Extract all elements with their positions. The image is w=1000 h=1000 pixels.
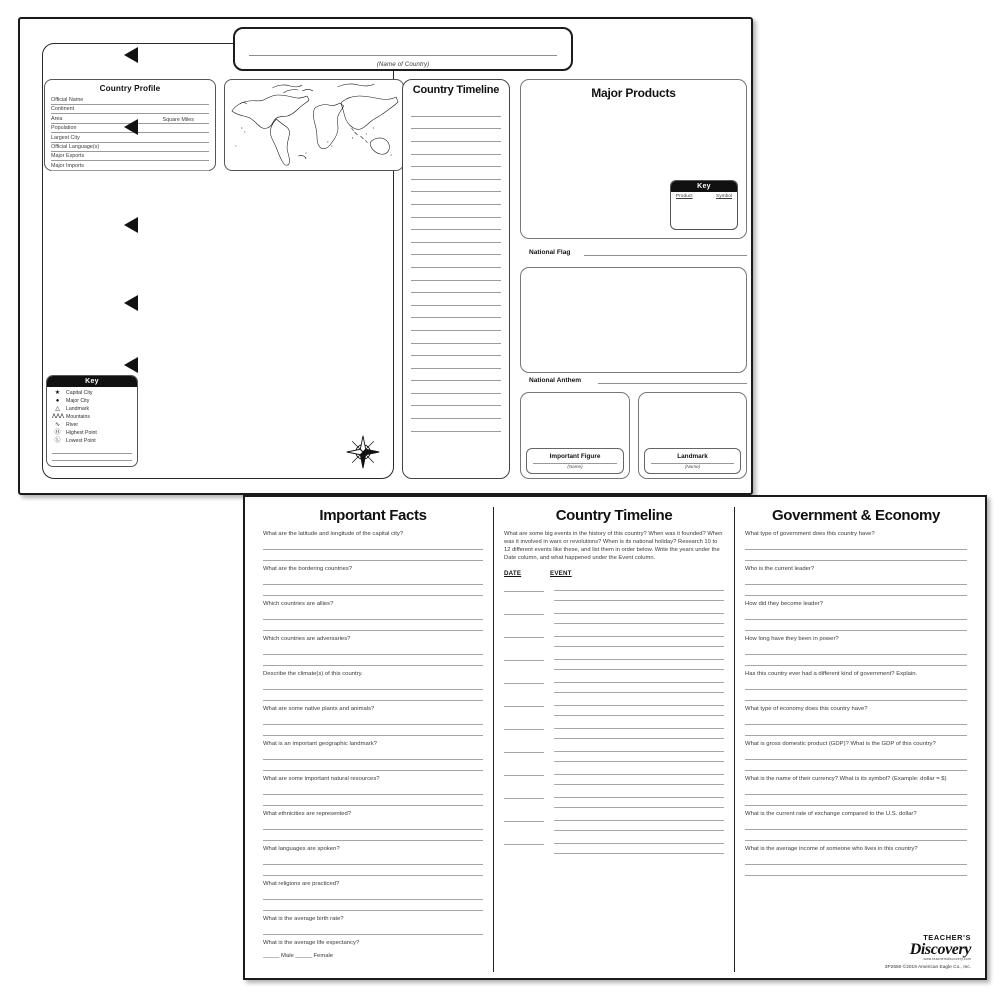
- timeline-entry-row: [504, 811, 724, 831]
- timeline-event-line[interactable]: [554, 765, 724, 775]
- question-block: [263, 881, 483, 911]
- compass-rose-icon: [345, 434, 381, 470]
- questions-sheet: [243, 495, 987, 980]
- answer-line[interactable]: [263, 680, 483, 690]
- question-block: [263, 916, 483, 935]
- country-profile-heading: Country Profile: [99, 84, 161, 93]
- question-block: [745, 811, 967, 841]
- question-text: What are the latitude and longitude of the capital city?: [263, 531, 404, 537]
- question-text: What are the bordering countries?: [263, 565, 353, 572]
- question-text: Which countries are allies?: [263, 600, 334, 607]
- copyright-notice: 3P2650 ©2019 American Eagle Co., Inc.: [884, 965, 971, 970]
- products-key-product-header: Product: [676, 193, 693, 199]
- answer-line[interactable]: [745, 610, 967, 620]
- timeline-entry-row: [504, 604, 724, 624]
- answer-line[interactable]: [745, 855, 967, 865]
- question-text: What type of economy does this country have?: [745, 705, 868, 712]
- question-block: [263, 741, 483, 771]
- profile-field-label: Area: [51, 115, 63, 122]
- answer-line[interactable]: [263, 551, 483, 561]
- question-text: Which countries are adversaries?: [263, 635, 351, 642]
- timeline-event-line[interactable]: [554, 775, 724, 785]
- logo-teachers-text: TEACHER'S: [923, 932, 971, 942]
- question-text: What languages are spoken?: [263, 845, 340, 852]
- answer-line[interactable]: [745, 680, 967, 690]
- answer-line[interactable]: [263, 656, 483, 666]
- products-legend-key: [670, 180, 738, 230]
- map-legend-item-label: Mountains: [66, 414, 90, 421]
- timeline-write-line[interactable]: [411, 356, 501, 369]
- timeline-write-line[interactable]: [411, 192, 501, 205]
- question-text: What is the average birth rate?: [263, 915, 344, 922]
- national-flag-label: National Flag: [529, 249, 571, 256]
- answer-line[interactable]: [263, 645, 483, 655]
- question-text: What is gross domestic product (GDP)? What is the GDP of this country?: [745, 740, 936, 747]
- question-block: [745, 566, 967, 596]
- map-legend-blank-lines[interactable]: [52, 447, 132, 461]
- question-block: [745, 601, 967, 631]
- map-legend-item: [52, 389, 132, 397]
- timeline-date-line[interactable]: [504, 788, 544, 799]
- timeline-event-line[interactable]: [554, 581, 724, 591]
- timeline-date-cell[interactable]: [504, 650, 544, 661]
- timeline-entry-row: [504, 765, 724, 785]
- map-legend-item-label: Capital City: [66, 390, 93, 397]
- timeline-date-line[interactable]: [504, 765, 544, 776]
- map-legend-item: [52, 437, 132, 445]
- answer-line[interactable]: [745, 656, 967, 666]
- timeline-date-cell[interactable]: [504, 627, 544, 638]
- answer-line[interactable]: [745, 785, 967, 795]
- answer-line[interactable]: [263, 761, 483, 771]
- timeline-event-line[interactable]: [554, 752, 724, 762]
- logo-website-url: www.teachersdiscovery.com: [923, 957, 971, 961]
- map-legend-symbol-icon: ●: [55, 398, 60, 405]
- answer-line[interactable]: [263, 831, 483, 841]
- map-legend-item-label: River: [66, 422, 79, 429]
- timeline-write-line[interactable]: [411, 167, 501, 180]
- map-legend-item: [52, 429, 132, 437]
- answer-line[interactable]: [263, 540, 483, 550]
- important-figure-title: Important Figure: [549, 452, 601, 460]
- timeline-event-line[interactable]: [554, 660, 724, 670]
- country-timeline-instructions: What are some big events in the history of this country? When was it founded? When was it involved in wars or revolutions? When is its national holiday? Research 10 to 12 different events like these, and list them in order below. Write the years under the Date column, and what happened under the Event column.: [504, 531, 723, 561]
- timeline-date-cell[interactable]: [504, 581, 544, 592]
- question-text: What is the average income of someone who lives in this country?: [745, 845, 918, 852]
- timeline-date-line[interactable]: [504, 719, 544, 730]
- timeline-event-line[interactable]: [554, 706, 724, 716]
- profile-field-label: Major Imports: [51, 162, 84, 169]
- question-text: What ethnicities are represented?: [263, 810, 352, 817]
- timeline-write-line[interactable]: [411, 155, 501, 168]
- timeline-write-line[interactable]: [411, 230, 501, 243]
- map-legend-symbol-icon: Ⓛ: [54, 438, 61, 445]
- timeline-event-cell[interactable]: [554, 834, 724, 854]
- timeline-write-line[interactable]: [411, 293, 501, 306]
- answer-line[interactable]: [263, 925, 483, 935]
- timeline-date-line[interactable]: [504, 742, 544, 753]
- profile-field-unit: Square Miles: [162, 116, 194, 123]
- answer-line[interactable]: [745, 551, 967, 561]
- timeline-write-line[interactable]: [411, 381, 501, 394]
- country-name-caption: (Name of Country): [376, 61, 430, 68]
- timeline-write-line[interactable]: [411, 142, 501, 155]
- question-block: [745, 706, 967, 736]
- profile-field-label: Official Name: [51, 97, 84, 103]
- timeline-event-cell[interactable]: [554, 604, 724, 624]
- answer-line[interactable]: [263, 610, 483, 620]
- national-anthem-label: National Anthem: [529, 377, 582, 384]
- timeline-event-column-header: EVENT: [550, 569, 572, 577]
- timeline-event-line[interactable]: [554, 604, 724, 614]
- timeline-date-line[interactable]: [504, 650, 544, 661]
- timeline-entry-row: [504, 627, 724, 647]
- country-timeline-column: [493, 507, 735, 972]
- map-legend-symbol-icon: ΛΛΛ: [52, 414, 65, 421]
- products-key-symbol-header: Symbol: [716, 193, 732, 199]
- answer-line[interactable]: [263, 820, 483, 830]
- answer-line[interactable]: [263, 785, 483, 795]
- timeline-event-line[interactable]: [554, 729, 724, 739]
- timeline-write-line[interactable]: [411, 419, 501, 432]
- important-figure-caption-box: [526, 448, 624, 474]
- question-block: [263, 636, 483, 666]
- question-text: How did they become leader?: [745, 600, 823, 607]
- timeline-date-line[interactable]: [504, 834, 544, 845]
- important-facts-column: [253, 507, 493, 972]
- map-legend-symbol-icon: △: [55, 406, 60, 413]
- world-map-thumbnail: [224, 79, 404, 171]
- timeline-event-line[interactable]: [554, 742, 724, 752]
- timeline-date-line[interactable]: [504, 811, 544, 822]
- timeline-event-line[interactable]: [554, 696, 724, 706]
- male-female-line[interactable]: _____ Male _____ Female: [263, 952, 334, 959]
- question-text: What religions are practiced?: [263, 880, 340, 887]
- answer-line[interactable]: [263, 586, 483, 596]
- country-name-write-line[interactable]: [249, 55, 557, 56]
- logo-discovery-text: Discovery: [909, 940, 971, 958]
- timeline-date-cell[interactable]: [504, 834, 544, 845]
- question-block: [263, 601, 483, 631]
- timeline-write-line[interactable]: [411, 318, 501, 331]
- timeline-event-cell[interactable]: [554, 811, 724, 831]
- landmark-caption-box: [644, 448, 741, 474]
- timeline-arrow-marker-icon: [124, 357, 138, 373]
- national-flag-rule: [584, 255, 747, 256]
- timeline-heading: Country Timeline: [412, 84, 500, 96]
- timeline-write-line[interactable]: [411, 306, 501, 319]
- timeline-entry-row: [504, 788, 724, 808]
- map-legend-item-label: Major City: [66, 398, 90, 405]
- timeline-write-line[interactable]: [411, 268, 501, 281]
- map-legend-symbol-icon: ∿: [54, 422, 61, 429]
- question-block: [745, 671, 967, 701]
- answer-line[interactable]: [263, 901, 483, 911]
- question-text: What is the current rate of exchange compared to the U.S. dollar?: [745, 810, 917, 817]
- answer-line[interactable]: [745, 831, 967, 841]
- timeline-event-cell[interactable]: [554, 650, 724, 670]
- question-block: [263, 671, 483, 701]
- answer-line[interactable]: [263, 621, 483, 631]
- products-legend-heading: Key: [671, 181, 737, 192]
- question-text: What is the average life expectancy?: [263, 939, 360, 946]
- map-legend-symbol-icon: ★: [54, 390, 61, 397]
- country-name-title-box[interactable]: [233, 27, 573, 71]
- important-facts-heading: Important Facts: [319, 507, 427, 524]
- answer-line[interactable]: [263, 866, 483, 876]
- timeline-write-line[interactable]: [411, 129, 501, 142]
- timeline-write-line[interactable]: [411, 243, 501, 256]
- profile-field-label: Continent: [51, 106, 75, 113]
- timeline-date-column-header: DATE: [504, 569, 522, 577]
- timeline-event-line[interactable]: [554, 683, 724, 693]
- answer-line[interactable]: [745, 621, 967, 631]
- landmark-box[interactable]: [638, 392, 747, 479]
- timeline-arrow-marker-icon: [124, 295, 138, 311]
- poster-sheet: [18, 17, 753, 495]
- timeline-write-line[interactable]: [411, 344, 501, 357]
- timeline-write-line[interactable]: [411, 117, 501, 130]
- map-legend-item-label: Highest Point: [66, 430, 97, 437]
- timeline-entry-row: [504, 581, 724, 601]
- question-block: [745, 636, 967, 666]
- timeline-entry-row: [504, 673, 724, 693]
- timeline-event-line[interactable]: [554, 788, 724, 798]
- timeline-event-line[interactable]: [554, 821, 724, 831]
- timeline-date-line[interactable]: [504, 673, 544, 684]
- question-text: Who is the current leader?: [745, 565, 815, 572]
- question-block: [263, 846, 483, 876]
- national-flag-drawing-box[interactable]: [520, 267, 747, 373]
- question-text: How long have they been in power?: [745, 635, 839, 642]
- timeline-arrow-marker-icon: [124, 119, 138, 135]
- question-text: Describe the climate(s) of this country.: [263, 670, 363, 677]
- timeline-event-line[interactable]: [554, 614, 724, 624]
- major-products-heading: Major Products: [591, 86, 676, 100]
- timeline-write-line[interactable]: [411, 331, 501, 344]
- government-economy-questions: [745, 531, 967, 876]
- answer-line[interactable]: [745, 586, 967, 596]
- timeline-entry-row: [504, 742, 724, 762]
- answer-line[interactable]: [263, 715, 483, 725]
- timeline-event-cell[interactable]: [554, 742, 724, 762]
- timeline-date-cell[interactable]: [504, 788, 544, 799]
- government-economy-column: [735, 507, 977, 972]
- map-legend-blank-line[interactable]: [52, 447, 132, 454]
- answer-line[interactable]: [263, 575, 483, 585]
- landmark-name-caption: (Name): [684, 464, 701, 469]
- timeline-date-line[interactable]: [504, 604, 544, 615]
- profile-field-label: Largest City: [51, 134, 80, 141]
- important-facts-questions: [263, 531, 483, 948]
- timeline-event-line[interactable]: [554, 719, 724, 729]
- timeline-event-line[interactable]: [554, 637, 724, 647]
- map-legend-item-label: Landmark: [66, 406, 90, 413]
- question-block: [745, 846, 967, 876]
- timeline-arrow-marker-icon: [124, 217, 138, 233]
- answer-line[interactable]: [745, 796, 967, 806]
- timeline-event-cell[interactable]: [554, 765, 724, 785]
- timeline-date-cell[interactable]: [504, 696, 544, 707]
- answer-line[interactable]: [745, 645, 967, 655]
- map-legend-item: [52, 405, 132, 413]
- answer-line[interactable]: [745, 691, 967, 701]
- map-legend-item: [52, 397, 132, 405]
- timeline-entry-row: [504, 834, 724, 854]
- timeline-date-cell[interactable]: [504, 811, 544, 822]
- timeline-write-lines[interactable]: [411, 104, 501, 431]
- timeline-date-cell[interactable]: [504, 719, 544, 730]
- timeline-event-cell[interactable]: [554, 788, 724, 808]
- map-legend-heading: Key: [47, 376, 137, 387]
- map-legend-symbol-icon: Ⓗ: [54, 430, 61, 437]
- timeline-event-line[interactable]: [554, 811, 724, 821]
- answer-line[interactable]: [745, 761, 967, 771]
- answer-line[interactable]: [745, 575, 967, 585]
- timeline-write-line[interactable]: [411, 394, 501, 407]
- timeline-event-line[interactable]: [554, 844, 724, 854]
- landmark-title: Landmark: [677, 452, 708, 460]
- timeline-write-line[interactable]: [411, 180, 501, 193]
- timeline-event-line[interactable]: [554, 650, 724, 660]
- timeline-event-cell[interactable]: [554, 673, 724, 693]
- question-text: What type of government does this country have?: [745, 531, 875, 537]
- timeline-event-line[interactable]: [554, 798, 724, 808]
- timeline-date-line[interactable]: [504, 627, 544, 638]
- map-legend-item-label: Lowest Point: [66, 438, 96, 445]
- question-text: What is the name of their currency? What is its symbol? (Example: dollar = $): [745, 775, 947, 782]
- timeline-write-line[interactable]: [411, 205, 501, 218]
- profile-field-label: Population: [51, 125, 77, 132]
- timeline-date-cell[interactable]: [504, 742, 544, 753]
- answer-line[interactable]: [263, 890, 483, 900]
- timeline-entry-row: [504, 650, 724, 670]
- question-block: [263, 940, 483, 948]
- question-text: Has this country ever had a different kind of government? Explain.: [745, 670, 918, 677]
- question-text: What is an important geographic landmark?: [263, 740, 377, 747]
- map-legend-item: [52, 413, 132, 421]
- question-block: [745, 531, 967, 561]
- timeline-date-line[interactable]: [504, 581, 544, 592]
- timeline-entry-rows: [504, 581, 724, 854]
- national-anthem-write-line[interactable]: [598, 383, 747, 384]
- question-block: [263, 566, 483, 596]
- timeline-write-line[interactable]: [411, 406, 501, 419]
- timeline-write-line[interactable]: [411, 369, 501, 382]
- publisher-logo: [843, 933, 971, 970]
- government-economy-heading: Government & Economy: [771, 507, 941, 524]
- answer-line[interactable]: [263, 726, 483, 736]
- important-figure-name-caption: (Name): [567, 464, 583, 469]
- question-block: [263, 811, 483, 841]
- major-products-panel: [520, 79, 747, 239]
- timeline-entry-row: [504, 719, 724, 739]
- country-timeline-heading: Country Timeline: [555, 507, 673, 524]
- question-block: [745, 776, 967, 806]
- question-block: [263, 706, 483, 736]
- question-text: What are some native plants and animals?: [263, 705, 375, 712]
- timeline-arrow-markers: [124, 27, 150, 485]
- question-block: [263, 531, 483, 561]
- profile-field-label: Official Language(s): [51, 143, 100, 150]
- answer-line[interactable]: [263, 750, 483, 760]
- profile-field-label: Major Exports: [51, 153, 85, 160]
- timeline-event-line[interactable]: [554, 834, 724, 844]
- timeline-event-cell[interactable]: [554, 719, 724, 739]
- map-legend-blank-line[interactable]: [52, 454, 132, 461]
- question-block: [263, 776, 483, 806]
- timeline-event-cell[interactable]: [554, 627, 724, 647]
- answer-line[interactable]: [745, 715, 967, 725]
- timeline-arrow-marker-icon: [124, 47, 138, 63]
- timeline-panel: [402, 79, 510, 479]
- timeline-date-cell[interactable]: [504, 604, 544, 615]
- question-text: What are some important natural resources?: [263, 775, 380, 782]
- timeline-date-cell[interactable]: [504, 673, 544, 684]
- important-figure-box[interactable]: [520, 392, 630, 479]
- timeline-event-line[interactable]: [554, 627, 724, 637]
- timeline-entry-row: [504, 696, 724, 716]
- timeline-event-line[interactable]: [554, 591, 724, 601]
- question-block: [745, 741, 967, 771]
- answer-line[interactable]: [263, 855, 483, 865]
- answer-line[interactable]: [745, 726, 967, 736]
- timeline-write-line[interactable]: [411, 218, 501, 231]
- timeline-date-line[interactable]: [504, 696, 544, 707]
- answer-line[interactable]: [745, 866, 967, 876]
- answer-line[interactable]: [745, 540, 967, 550]
- timeline-write-line[interactable]: [411, 104, 501, 117]
- timeline-write-line[interactable]: [411, 281, 501, 294]
- answer-line[interactable]: [263, 796, 483, 806]
- timeline-event-line[interactable]: [554, 673, 724, 683]
- answer-line[interactable]: [263, 691, 483, 701]
- world-map-outline-icon: [225, 80, 403, 170]
- answer-line[interactable]: [745, 750, 967, 760]
- timeline-date-cell[interactable]: [504, 765, 544, 776]
- map-legend-item: [52, 421, 132, 429]
- timeline-event-cell[interactable]: [554, 581, 724, 601]
- answer-line[interactable]: [745, 820, 967, 830]
- timeline-write-line[interactable]: [411, 255, 501, 268]
- timeline-event-cell[interactable]: [554, 696, 724, 716]
